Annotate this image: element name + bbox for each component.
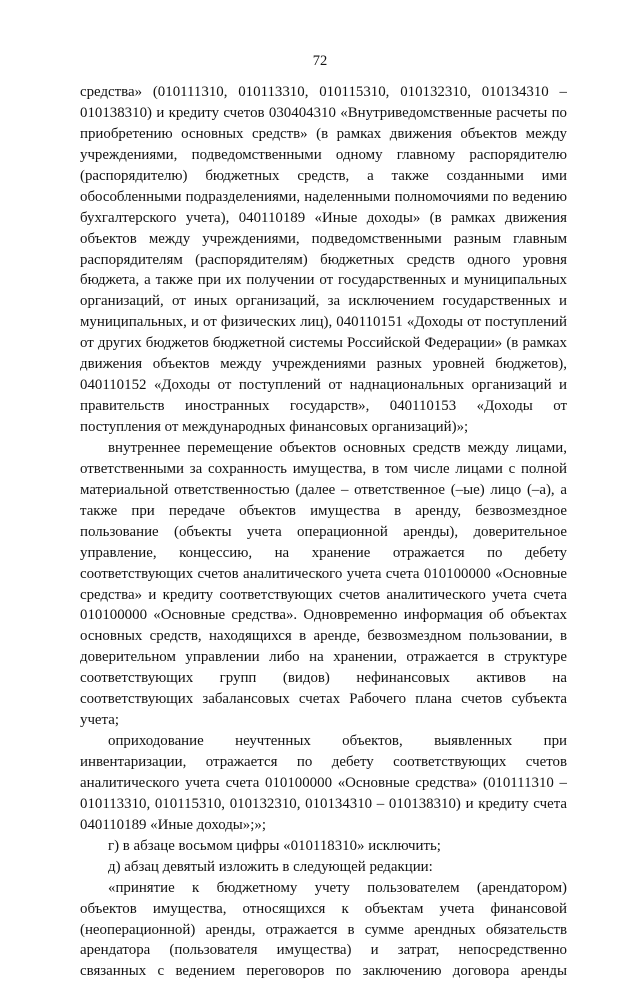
text-line: организаций, от иных организаций, за исключением государственных и — [80, 293, 567, 310]
text-line: д) абзац девятый изложить в следующей редакции: — [108, 858, 433, 875]
text-line: муниципальных, и от физических лиц), 040110151 «Доходы от поступлений — [80, 314, 567, 331]
text-line: средства» (010111310, 010113310, 010115310, 010132310, 010134310 – — [80, 84, 567, 100]
text-line: бюджета, а также при их получении от государственных и муниципальных — [80, 272, 567, 289]
text-line: 040110152 «Доходы от поступлений от наднациональных организаций и — [80, 377, 567, 394]
text-line: от других бюджетов бюджетной системы Российской Федерации» (в рамках — [80, 335, 567, 352]
document-body — [80, 82, 567, 982]
text-line: 010138310) и кредиту счетов 030404310 «Внутриведомственные расчеты по — [80, 104, 567, 121]
text-line: «принятие к бюджетному учету пользователем (арендатором) — [108, 879, 567, 896]
text-line: учета; — [80, 712, 119, 729]
text-line: учреждениями, подведомственными одному главному распорядителю — [80, 146, 567, 163]
text-line: 010113310, 010115310, 010132310, 010134310 – 010138310) и кредиту счета — [80, 795, 567, 812]
text-line: поступления от международных финансовых организаций)»; — [80, 419, 469, 435]
text-line: соответствующих забалансовых счетах Рабочего плана счетов субъекта — [80, 691, 567, 708]
page-number: 72 — [312, 53, 328, 69]
text-line: бухгалтерского учета), 040110189 «Иные доходы» (в рамках движения — [80, 209, 567, 226]
text-line: пользование (объекты учета операционной аренды), доверительное — [80, 523, 567, 540]
text-line: приобретению основных средств» (в рамках движения объектов между — [80, 125, 567, 142]
text-line: (неоперационной) аренды, отражается в сумме арендных обязательств — [80, 921, 567, 938]
text-line: распорядителям (распорядителям) бюджетных средств одного уровня — [80, 251, 567, 268]
text-line: инвентаризации, отражается по дебету соответствующих счетов — [80, 754, 567, 770]
text-line: правительств иностранных государств», 040110153 «Доходы от — [80, 398, 567, 415]
text-line: также при передаче объектов имущества в аренду, безвозмездное — [80, 502, 567, 519]
text-line: объектов между учреждениями, подведомственными разным главным — [80, 230, 567, 247]
text-line: основных средств, находящихся в аренде, безвозмездном пользовании, в — [80, 628, 567, 645]
text-line: средства» и кредиту соответствующих счетов аналитического учета счета — [80, 586, 567, 603]
text-line: управление, концессию, на хранение отражается по дебету — [80, 544, 567, 561]
text-line: объектов имущества, относящихся к объектам учета финансовой — [80, 900, 567, 917]
text-line: г) в абзаце восьмом цифры «010118310» исключить; — [108, 837, 441, 854]
text-line: обособленными подразделениями, наделенными полномочиями по ведению — [80, 188, 567, 205]
text-line: 010100000 «Основные средства». Одновременно информация об объектах — [80, 607, 567, 624]
text-line: доверительном управлении либо на хранении, отражается в структуре — [80, 649, 567, 666]
text-line: соответствующих счетов аналитического учета счета 010100000 «Основные — [80, 565, 567, 582]
text-line: движения объектов между учреждениями разных уровней бюджетов), — [80, 356, 567, 373]
text-line: материальной ответственностью (далее – ответственное (–ые) лицо (–а), а — [80, 481, 567, 498]
text-line: внутреннее перемещение объектов основных средств между лицами, — [108, 439, 567, 456]
text-line: (распорядителю) бюджетных средств, а также созданными ими — [80, 167, 567, 184]
text-line: оприходование неучтенных объектов, выявленных при — [108, 733, 567, 750]
text-line: соответствующих групп (видов) нефинансовых активов на — [80, 670, 567, 687]
text-line: связанных с ведением переговоров по заключению договора аренды — [80, 963, 567, 980]
text-line: ответственными за сохранность имущества, в том числе лицами с полной — [80, 460, 567, 477]
text-line: аналитического учета счета 010100000 «Основные средства» (010111310 – — [80, 774, 567, 791]
text-line: арендатора (пользователя имущества) и затрат, непосредственно — [80, 942, 567, 959]
text-line: 040110189 «Иные доходы»;»; — [80, 816, 266, 833]
